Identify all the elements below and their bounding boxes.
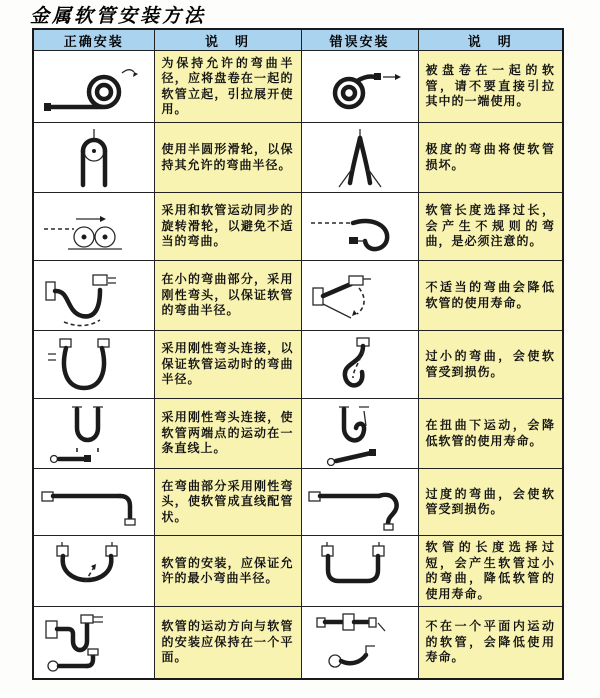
sharp-improper-bend-icon [305,264,415,328]
wrong-note: 过小的弯曲，会使软管受到损伤。 [418,331,563,399]
correct-illustration-cell [33,536,154,607]
wrong-illustration-cell [301,607,418,679]
short-hose-tight-u-icon [305,540,415,602]
hose-over-pulley-icon [38,127,150,189]
correct-illustration-cell [33,123,154,193]
table-row [33,261,563,331]
table-row [33,607,563,679]
correct-illustration-cell [33,261,154,331]
wrong-illustration-cell [301,331,418,399]
table-row [33,331,563,399]
correct-note: 采用刚性弯头连接，使软管两端点的运动在一条直线上。 [154,399,301,469]
motion-in-one-plane-icon [38,609,150,675]
wrong-illustration-cell [301,399,418,469]
table-row [33,469,563,536]
wrong-note: 不在一个平面内运动的软管，会降低使用寿命。 [418,607,563,679]
correct-note: 在弯曲部分采用刚性弯头，使软管成直线配管状。 [154,469,301,536]
header-explanation-2: 说 明 [418,29,563,51]
coiled-hose-unrolled-icon [38,55,150,119]
twisted-u-icon [305,402,415,466]
wrong-illustration-cell [301,193,418,261]
wrong-note: 不适当的弯曲会降低软管的使用寿命。 [418,261,563,331]
table-row [33,193,563,261]
installation-table [32,28,564,680]
correct-illustration-cell [33,331,154,399]
table-row [33,536,563,607]
motion-out-of-plane-icon [305,609,415,675]
table-row [33,399,563,469]
header-correct-install: 正确安装 [33,29,154,51]
page-title: 金属软管安装方法 [30,5,207,27]
header-wrong-install: 错误安装 [301,29,418,51]
rotating-pulleys-icon [38,197,150,257]
wrong-illustration-cell [301,261,418,331]
correct-note: 在小的弯曲部分，采用刚性弯头，以保证软管的弯曲半径。 [154,261,301,331]
wide-u-min-radius-icon [38,540,150,602]
hose-pulled-from-coil-icon [305,55,415,119]
correct-illustration-cell [33,399,154,469]
wrong-note: 过度的弯曲，会使软管受到损伤。 [418,469,563,536]
wrong-note: 被盘卷在一起的软管，请不要直接引拉其中的一端使用。 [418,51,563,123]
wrong-illustration-cell [301,469,418,536]
straight-run-elbow-icon [38,472,150,532]
too-tight-hook-icon [305,334,415,396]
correct-illustration-cell [33,51,154,123]
wrong-illustration-cell [301,123,418,193]
header-row [33,29,563,51]
u-loop-rigid-elbows-icon [38,334,150,396]
wrong-note: 软管长度选择过长，会产生不规则的弯曲，是必须注意的。 [418,193,563,261]
correct-note: 为保持允许的弯曲半径，应将盘卷在一起的软管立起，引拉展开使用。 [154,51,301,123]
wrong-note: 软管的长度选择过短，会产生软管过小的弯曲，降低软管的使用寿命。 [418,536,563,607]
correct-note: 使用半圆形滑轮，以保持其允许的弯曲半径。 [154,123,301,193]
correct-note: 软管的运动方向与软管的安装应保持在一个平面。 [154,607,301,679]
correct-illustration-cell [33,607,154,679]
overlong-hose-loop-icon [305,197,415,257]
overbent-droop-icon [305,472,415,532]
kinked-hanging-hose-icon [305,127,415,189]
wrong-illustration-cell [301,51,418,123]
correct-note: 采用刚性弯头连接，以保证软管运动时的弯曲半径。 [154,331,301,399]
correct-note: 采用和软管运动同步的旋转滑轮，以避免不适当的弯曲。 [154,193,301,261]
header-explanation-1: 说 明 [154,29,301,51]
table-row [33,123,563,193]
wrong-note: 在扭曲下运动，会降低软管的使用寿命。 [418,399,563,469]
rigid-elbow-s-curve-icon [38,264,150,328]
correct-note: 软管的安装，应保证允许的最小弯曲半径。 [154,536,301,607]
correct-illustration-cell [33,469,154,536]
correct-illustration-cell [33,193,154,261]
table-row [33,51,563,123]
u-ends-in-line-icon [38,402,150,466]
wrong-note: 极度的弯曲将使软管损坏。 [418,123,563,193]
wrong-illustration-cell [301,536,418,607]
